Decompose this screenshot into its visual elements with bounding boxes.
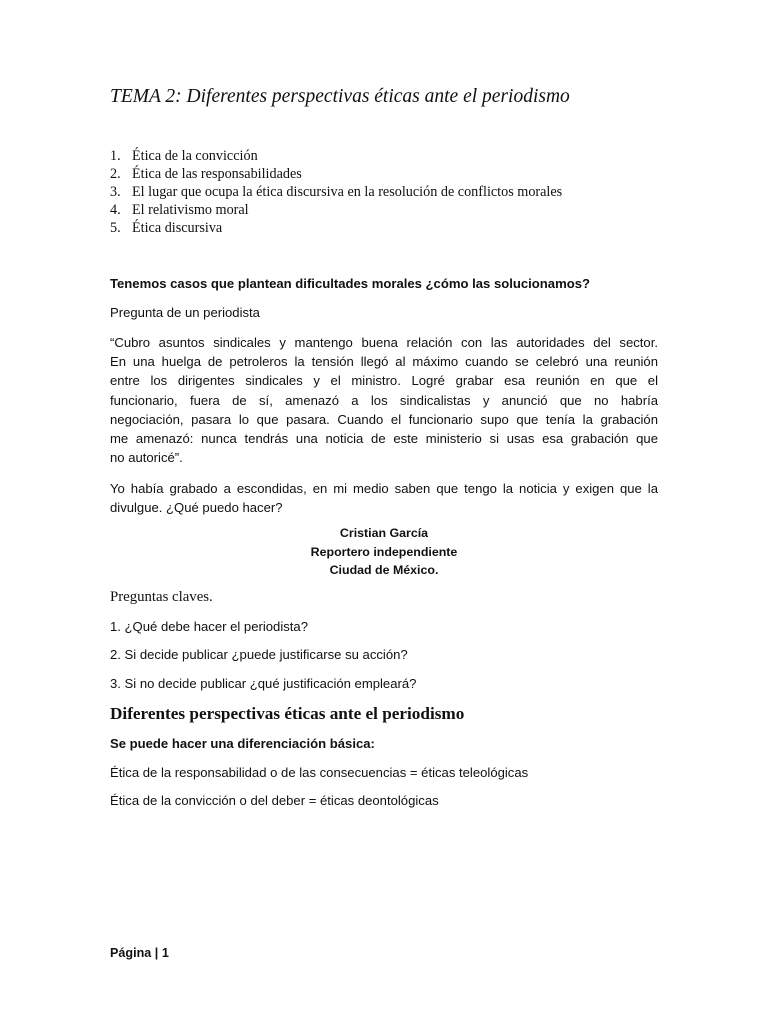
- section-heading: Diferentes perspectivas éticas ante el periodismo: [110, 704, 465, 723]
- quote-line: funcionario, fuera de sí, amenazó a los sindicalistas y anunció que no habría: [110, 392, 658, 408]
- topic-text: El lugar que ocupa la ética discursiva en la resolución de conflictos morales: [132, 184, 563, 200]
- journalist-quote: [110, 333, 658, 467]
- footer-page-label: Página: [110, 946, 152, 960]
- quote-line: me amenazó: nunca tendrás una noticia de este ministerio si usas esa grabación que: [110, 431, 658, 447]
- quote-line: negociación, pasara lo que pasara. Cuando el funcionario supo que tenía la grabación: [110, 411, 658, 427]
- signature-block: [110, 524, 658, 580]
- key-question-item: 2. Si decide publicar ¿puede justificarse su acción?: [110, 647, 408, 662]
- intro-heading: Tenemos casos que plantean dificultades morales ¿cómo las solucionamos?: [110, 276, 590, 291]
- topic-text: El relativismo moral: [132, 202, 249, 218]
- key-question-item: 3. Si no decide publicar ¿qué justificación empleará?: [110, 676, 417, 691]
- page-title: TEMA 2: Diferentes perspectivas éticas ante el periodismo: [110, 86, 570, 107]
- topic-list-item: [110, 165, 562, 183]
- question-label: Pregunta de un periodista: [110, 305, 260, 320]
- topic-number: 2.: [110, 166, 121, 182]
- definition-line: Ética de la convicción o del deber = éticas deontológicas: [110, 793, 439, 808]
- topic-list-item: [110, 183, 562, 201]
- topic-list-item: [110, 201, 562, 219]
- quote-line: no autoricé”.: [110, 450, 183, 466]
- topic-text: Ética discursiva: [132, 220, 223, 236]
- signature-place: Ciudad de México.: [329, 563, 439, 577]
- topic-number: 5.: [110, 220, 121, 236]
- follow-up-paragraph: [110, 479, 658, 517]
- topic-number: 4.: [110, 202, 121, 218]
- topic-text: Ética de las responsabilidades: [132, 166, 302, 182]
- signature-name: Cristian García: [339, 526, 429, 540]
- document-page: [110, 0, 658, 1024]
- topic-number: 3.: [110, 184, 121, 200]
- quote-line: entre los dirigentes sindicales y el ministro. Logré grabar esa reunión en que el: [110, 373, 658, 389]
- follow-line: divulgue. ¿Qué puedo hacer?: [110, 500, 283, 516]
- topic-text: Ética de la convicción: [132, 148, 258, 164]
- quote-line: “Cubro asuntos sindicales y mantengo buena relación con las autoridades del sector.: [110, 335, 658, 350]
- topic-list-item: [110, 147, 562, 165]
- footer-page-number: 1: [161, 946, 169, 960]
- page-footer: [110, 946, 169, 960]
- quote-line: En una huelga de petroleros la tensión llegó al máximo cuando se celebró una reunión: [110, 354, 658, 370]
- topic-list-item: [110, 219, 562, 237]
- section-bold-line: Se puede hacer una diferenciación básica:: [110, 736, 375, 751]
- key-questions-heading: Preguntas claves.: [110, 589, 213, 605]
- footer-separator: |: [154, 946, 159, 960]
- follow-line: Yo había grabado a escondidas, en mi medio saben que tengo la noticia y exigen que la: [110, 481, 658, 496]
- definition-line: Ética de la responsabilidad o de las consecuencias = éticas teleológicas: [110, 765, 529, 780]
- topic-list: [110, 147, 562, 237]
- signature-role: Reportero independiente: [310, 544, 458, 559]
- key-question-item: 1. ¿Qué debe hacer el periodista?: [110, 619, 308, 634]
- topic-number: 1.: [110, 148, 121, 164]
